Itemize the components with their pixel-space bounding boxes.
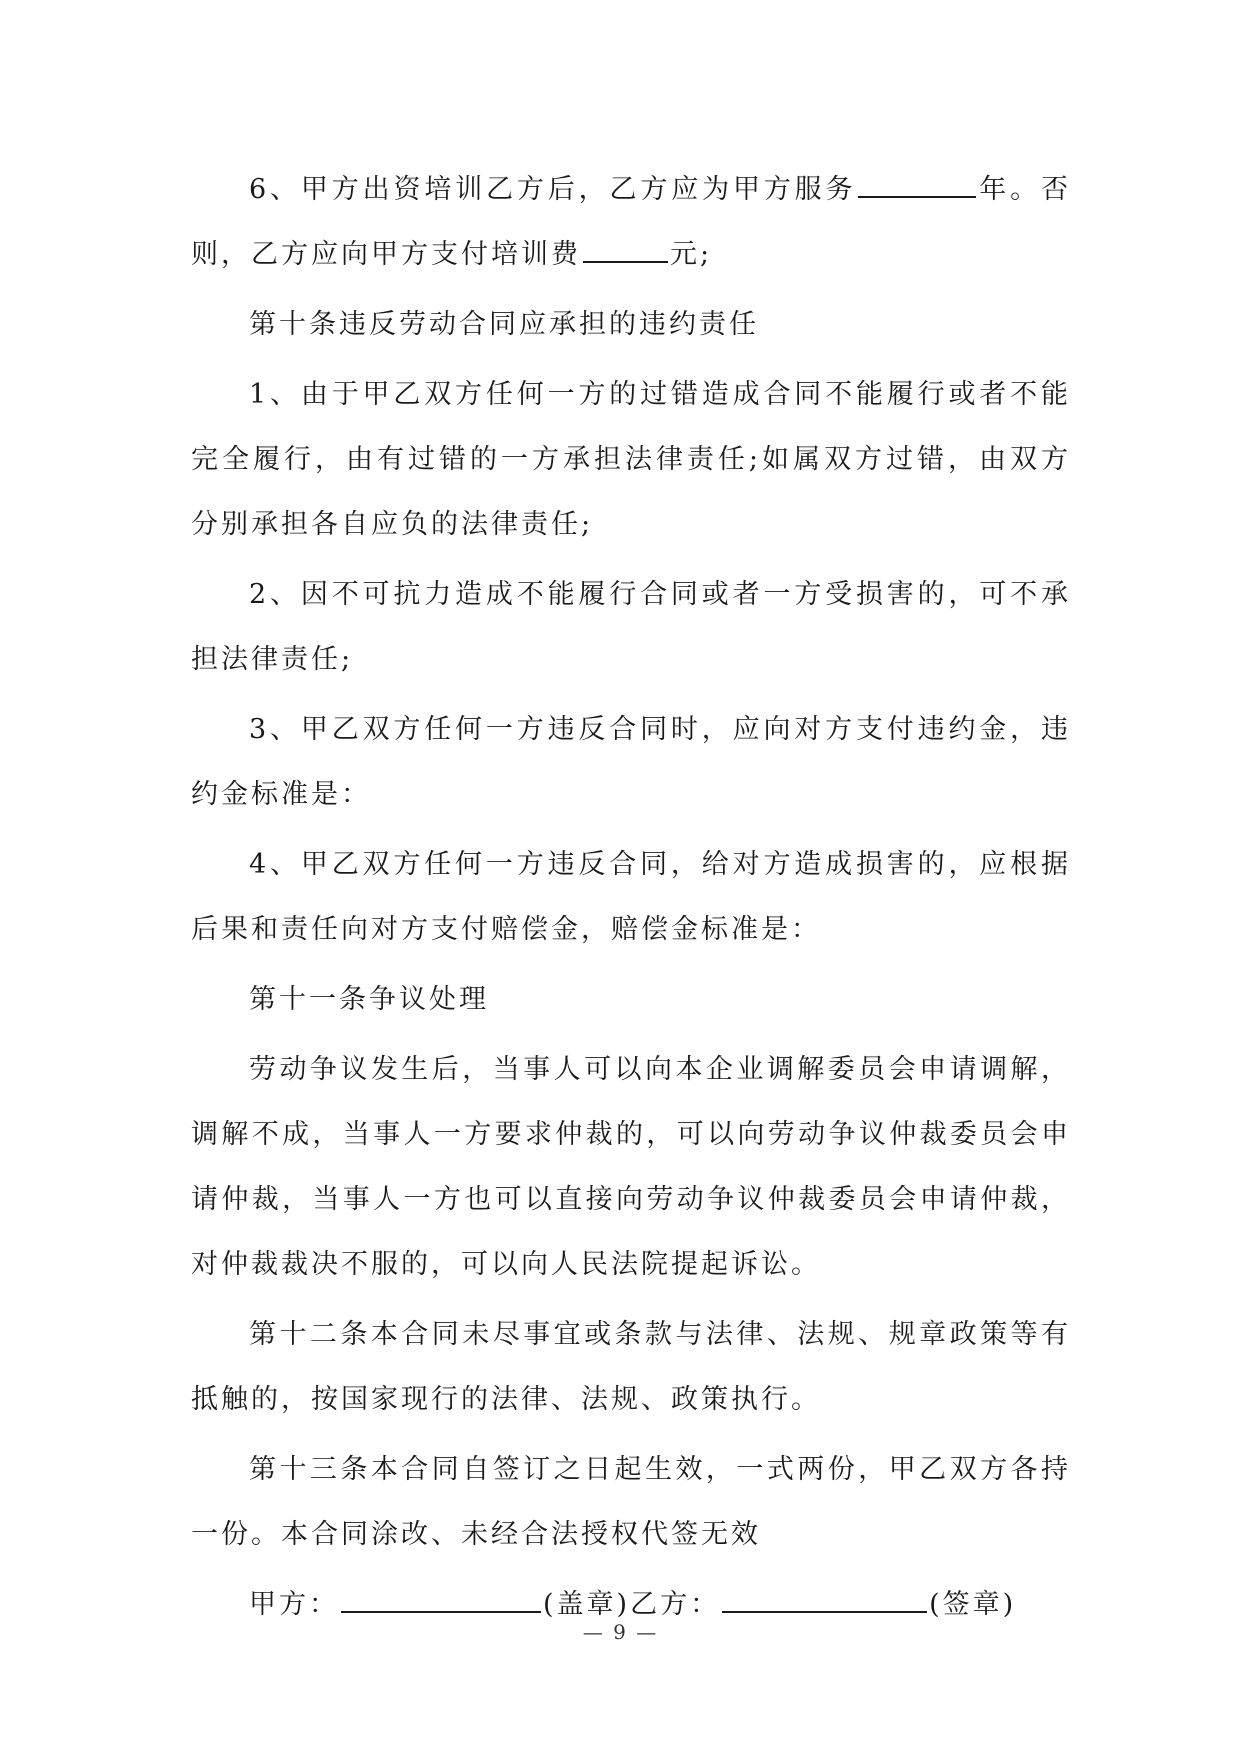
article-11-body: 劳动争议发生后，当事人可以向本企业调解委员会申请调解，调解不成，当事人一方要求仲裁的，可以向劳动争议仲裁委员会申请仲裁，当事人一方也可以直接向劳动争议仲裁委员会申请仲裁，对仲裁裁决不服的，可以向人民法院提起诉讼。: [191, 1054, 1071, 1280]
article-10-item-3: 3、甲乙双方任何一方违反合同时，应向对方支付违约金，违约金标准是：: [191, 714, 1071, 810]
clause-6-text-middle: 年。否则，乙方应向甲方支付培训费: [191, 174, 1071, 270]
clause-6-training-service: [191, 157, 1071, 287]
clause-6-text-end: 元;: [670, 239, 713, 270]
article-10-item-2: 2、因不可抗力造成不能履行合同或者一方受损害的，可不承担法律责任;: [191, 579, 1071, 675]
party-a-seal-label: (盖章): [543, 1589, 631, 1620]
article-10-title: 第十条违反劳动合同应承担的违约责任: [249, 309, 759, 340]
article-10-item-1: 1、由于甲乙双方任何一方的过错造成合同不能履行或者不能完全履行，由有过错的一方承担法律责任;如属双方过错，由双方分别承担各自应负的法律责任;: [191, 379, 1071, 540]
party-b-label: 乙方：: [630, 1589, 721, 1620]
training-fee-blank: [583, 239, 668, 263]
page-number: — 9 —: [582, 1620, 659, 1644]
party-b-seal-label: (签章): [929, 1589, 1017, 1620]
clause-6-text-start: 6、甲方出资培训乙方后，乙方应为甲方服务: [249, 174, 857, 205]
document-body: [191, 157, 1071, 1642]
service-years-blank: [858, 174, 976, 198]
article-13: 第十三条本合同自签订之日起生效，一式两份，甲乙双方各持一份。本合同涂改、未经合法授权代签无效: [191, 1454, 1071, 1550]
party-a-signature-blank: [341, 1589, 541, 1613]
article-11-title: 第十一条争议处理: [249, 984, 489, 1015]
party-b-signature-blank: [722, 1589, 927, 1613]
article-10-item-4: 4、甲乙双方任何一方违反合同，给对方造成损害的，应根据后果和责任向对方支付赔偿金，赔偿金标准是：: [191, 849, 1071, 945]
article-12: 第十二条本合同未尽事宜或条款与法律、法规、规章政策等有抵触的，按国家现行的法律、法规、政策执行。: [191, 1319, 1071, 1415]
party-a-label: 甲方：: [249, 1589, 339, 1620]
